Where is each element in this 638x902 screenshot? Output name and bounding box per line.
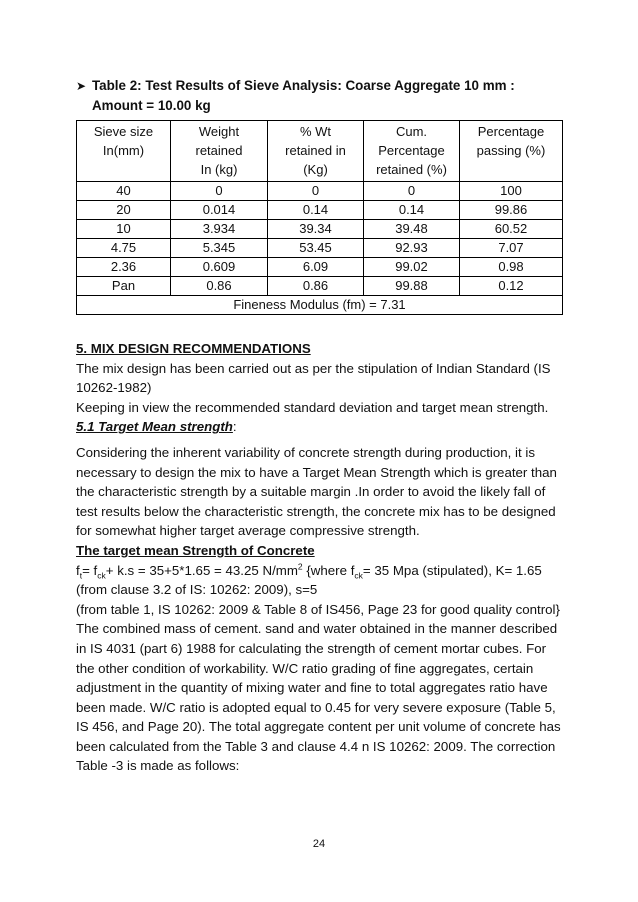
header-percentage-passing: Percentage passing (%) [460, 121, 563, 182]
arrow-bullet-icon: ➤ [76, 79, 87, 93]
table-row: 20 0.014 0.14 0.14 99.86 [77, 201, 563, 220]
section-5-paragraph-1: The mix design has been carried out as per the stipulation of Indian Standard (IS 10262-1982) [76, 360, 551, 396]
target-strength-formula: $f_t= f_{ck}+ k.s = 35+5*1.65 = 43.25$ $N/mm^2$ {where $f_{ck}= 35$ Mpa (stipulated), K= 1.65 (from clause 3.2 of IS: 10262: 2009), s=5 [76, 561, 542, 598]
table-caption [76, 76, 556, 116]
table-caption-text: Table 2: Test Results of Sieve Analysis: Coarse Aggregate 10 mm : Amount = 10.00 kg [92, 78, 515, 113]
table-row: 40 0 0 0 100 [77, 182, 563, 201]
header-percent-wt-retained: % Wt retained in (Kg) [268, 121, 364, 182]
header-sieve-size: Sieve size In(mm) [77, 121, 171, 182]
table-row: Pan 0.86 0.86 99.88 0.12 [77, 277, 563, 296]
section-5-paragraph-2: Keeping in view the recommended standard deviation and target mean strength. [76, 399, 549, 415]
section-5-heading: 5. MIX DESIGN RECOMMENDATIONS [76, 341, 311, 356]
section-5-1-heading: 5.1 Target Mean strength: [76, 419, 237, 435]
table-footer-row [77, 296, 563, 315]
table-row: 2.36 0.609 6.09 99.02 0.98 [77, 258, 563, 277]
table-row: 10 3.934 39.34 39.48 60.52 [77, 220, 563, 239]
section-5 [76, 339, 566, 776]
target-strength-source: (from table 1, IS 10262: 2009 & Table 8 of IS456, Page 23 for good quality control} [76, 601, 560, 617]
page-number: 24 [312, 838, 326, 850]
header-weight-retained: Weight retained In (kg) [171, 121, 268, 182]
section-5-1-paragraph: Considering the inherent variability of concrete strength during production, it is necessary to design the mix to have a Target Mean Strength which is greater than the characteristic strength by a suitable margin .In order to avoid the likely fall of test results below the characteristic strength, the concrete mix has to be designed for somewhat higher target average compressive strength. [76, 444, 557, 539]
target-strength-heading: The target mean Strength of Concrete [76, 542, 315, 558]
mix-adjustment-paragraph: The combined mass of cement. sand and water obtained in the manner described in IS 4031 (part 6) 1988 for calculating the strength of cement mortar cubes. For the other condition of workability. W/C ratio grading of fine aggregates, certain adjustment in the quantity of mixing water and fine to total aggregates ratio have been made. W/C ratio is adopted equal to 0.45 for very severe exposure (Table 5, IS 456, and Page 20). The total aggregate content per unit volume of concrete has been calculated from the Table 3 and clause 4.4 n IS 10262: 2009. The correction Table -3 is made as follows: [76, 621, 561, 774]
sieve-analysis-table [76, 120, 563, 315]
table-row: 4.75 5.345 53.45 92.93 7.07 [77, 239, 563, 258]
header-cum-percentage-retained: Cum. Percentage retained (%) [364, 121, 460, 182]
fineness-modulus: Fineness Modulus (fm) = 7.31 [77, 296, 563, 315]
table-header-row [77, 121, 563, 182]
